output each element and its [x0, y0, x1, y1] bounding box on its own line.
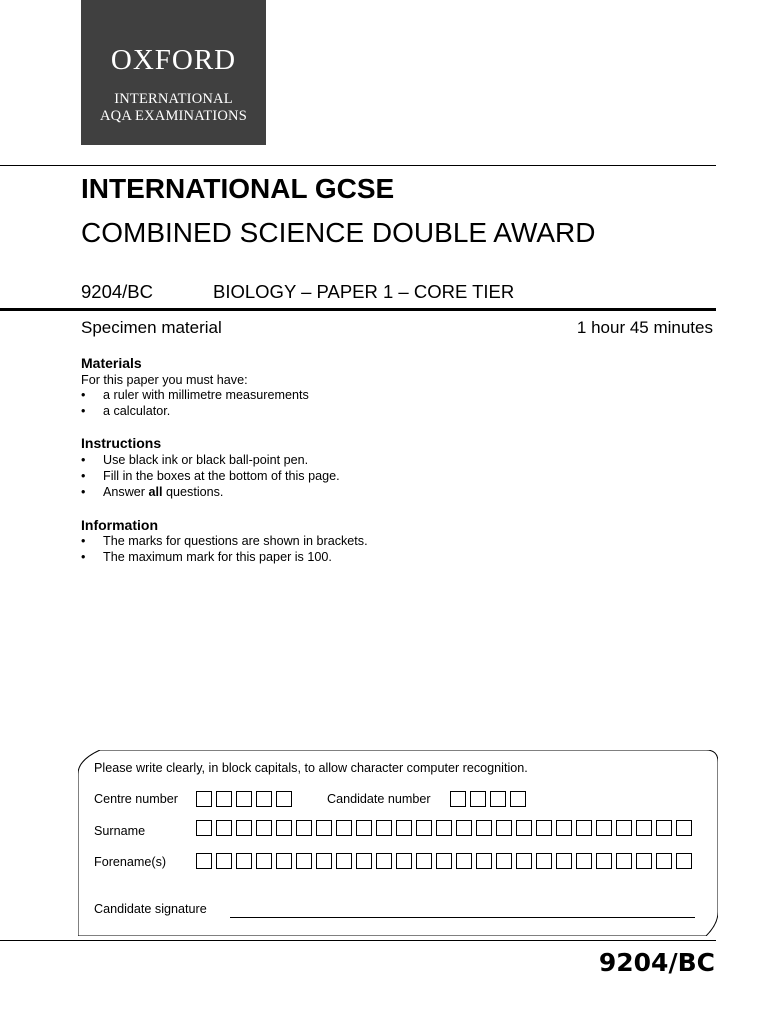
signature-label: Candidate signature	[94, 902, 207, 916]
instructions-heading: Instructions	[81, 435, 162, 451]
bottom-divider	[0, 940, 716, 941]
character-box[interactable]	[236, 853, 252, 869]
character-box[interactable]	[256, 820, 272, 836]
character-box[interactable]	[296, 820, 312, 836]
paper-title: BIOLOGY – PAPER 1 – CORE TIER	[213, 281, 515, 302]
character-box[interactable]	[616, 820, 632, 836]
character-box[interactable]	[256, 791, 272, 807]
bullet-icon: •	[81, 388, 86, 402]
character-box[interactable]	[576, 820, 592, 836]
character-box[interactable]	[556, 853, 572, 869]
forename-label: Forename(s)	[94, 855, 167, 869]
character-box[interactable]	[496, 853, 512, 869]
character-box[interactable]	[476, 820, 492, 836]
information-heading: Information	[81, 517, 158, 533]
character-box[interactable]	[356, 853, 372, 869]
character-box[interactable]	[616, 853, 632, 869]
character-box[interactable]	[396, 853, 412, 869]
materials-heading: Materials	[81, 355, 142, 371]
character-box[interactable]	[456, 853, 472, 869]
character-box[interactable]	[196, 820, 212, 836]
character-box[interactable]	[636, 820, 652, 836]
character-box[interactable]	[256, 853, 272, 869]
form-prompt: Please write clearly, in block capitals, to allow character computer recognition.	[94, 761, 528, 775]
character-box[interactable]	[196, 791, 212, 807]
character-box[interactable]	[316, 820, 332, 836]
character-box[interactable]	[576, 853, 592, 869]
character-box[interactable]	[656, 853, 672, 869]
character-box[interactable]	[416, 820, 432, 836]
character-box[interactable]	[676, 853, 692, 869]
character-box[interactable]	[216, 820, 232, 836]
character-box[interactable]	[216, 791, 232, 807]
character-box[interactable]	[470, 791, 486, 807]
oxford-aqa-logo	[81, 0, 266, 145]
character-box[interactable]	[436, 820, 452, 836]
character-box[interactable]	[336, 820, 352, 836]
character-box[interactable]	[676, 820, 692, 836]
character-box[interactable]	[236, 820, 252, 836]
character-box[interactable]	[376, 853, 392, 869]
forename-input[interactable]	[196, 853, 696, 869]
character-box[interactable]	[456, 820, 472, 836]
character-box[interactable]	[510, 791, 526, 807]
bullet-icon: •	[81, 453, 86, 467]
paper-code: 9204/BC	[81, 281, 153, 302]
materials-intro: For this paper you must have:	[81, 373, 248, 387]
logo-line-1: INTERNATIONAL	[114, 91, 233, 107]
footer-paper-code: 9204/BC	[598, 948, 715, 977]
character-box[interactable]	[356, 820, 372, 836]
character-box[interactable]	[450, 791, 466, 807]
duration-label: 1 hour 45 minutes	[576, 318, 713, 337]
logo-title: OXFORD	[110, 44, 237, 76]
character-box[interactable]	[536, 853, 552, 869]
centre-number-input[interactable]	[196, 791, 296, 807]
bullet-icon: •	[81, 485, 86, 499]
character-box[interactable]	[496, 820, 512, 836]
character-box[interactable]	[376, 820, 392, 836]
character-box[interactable]	[316, 853, 332, 869]
character-box[interactable]	[536, 820, 552, 836]
character-box[interactable]	[276, 853, 292, 869]
top-divider	[0, 165, 716, 166]
character-box[interactable]	[296, 853, 312, 869]
character-box[interactable]	[416, 853, 432, 869]
bullet-icon: •	[81, 469, 86, 483]
specimen-label: Specimen material	[81, 318, 222, 337]
character-box[interactable]	[556, 820, 572, 836]
centre-number-label: Centre number	[94, 792, 178, 806]
character-box[interactable]	[516, 853, 532, 869]
logo-line-2: AQA EXAMINATIONS	[100, 108, 247, 124]
character-box[interactable]	[196, 853, 212, 869]
character-box[interactable]	[476, 853, 492, 869]
character-box[interactable]	[656, 820, 672, 836]
surname-input[interactable]	[196, 820, 696, 836]
bullet-icon: •	[81, 404, 86, 418]
candidate-number-input[interactable]	[450, 791, 530, 807]
character-box[interactable]	[276, 791, 292, 807]
header-divider	[0, 308, 716, 311]
character-box[interactable]	[490, 791, 506, 807]
bullet-icon: •	[81, 534, 86, 548]
character-box[interactable]	[216, 853, 232, 869]
character-box[interactable]	[436, 853, 452, 869]
character-box[interactable]	[396, 820, 412, 836]
character-box[interactable]	[636, 853, 652, 869]
qualification-title: INTERNATIONAL GCSE	[81, 173, 395, 204]
signature-field[interactable]	[230, 917, 695, 918]
surname-label: Surname	[94, 824, 146, 838]
character-box[interactable]	[596, 853, 612, 869]
character-box[interactable]	[236, 791, 252, 807]
character-box[interactable]	[276, 820, 292, 836]
candidate-number-label: Candidate number	[327, 792, 431, 806]
emphasis-all: all	[148, 485, 163, 499]
character-box[interactable]	[596, 820, 612, 836]
subject-title: COMBINED SCIENCE DOUBLE AWARD	[81, 217, 596, 248]
bullet-icon: •	[81, 550, 86, 564]
character-box[interactable]	[336, 853, 352, 869]
character-box[interactable]	[516, 820, 532, 836]
